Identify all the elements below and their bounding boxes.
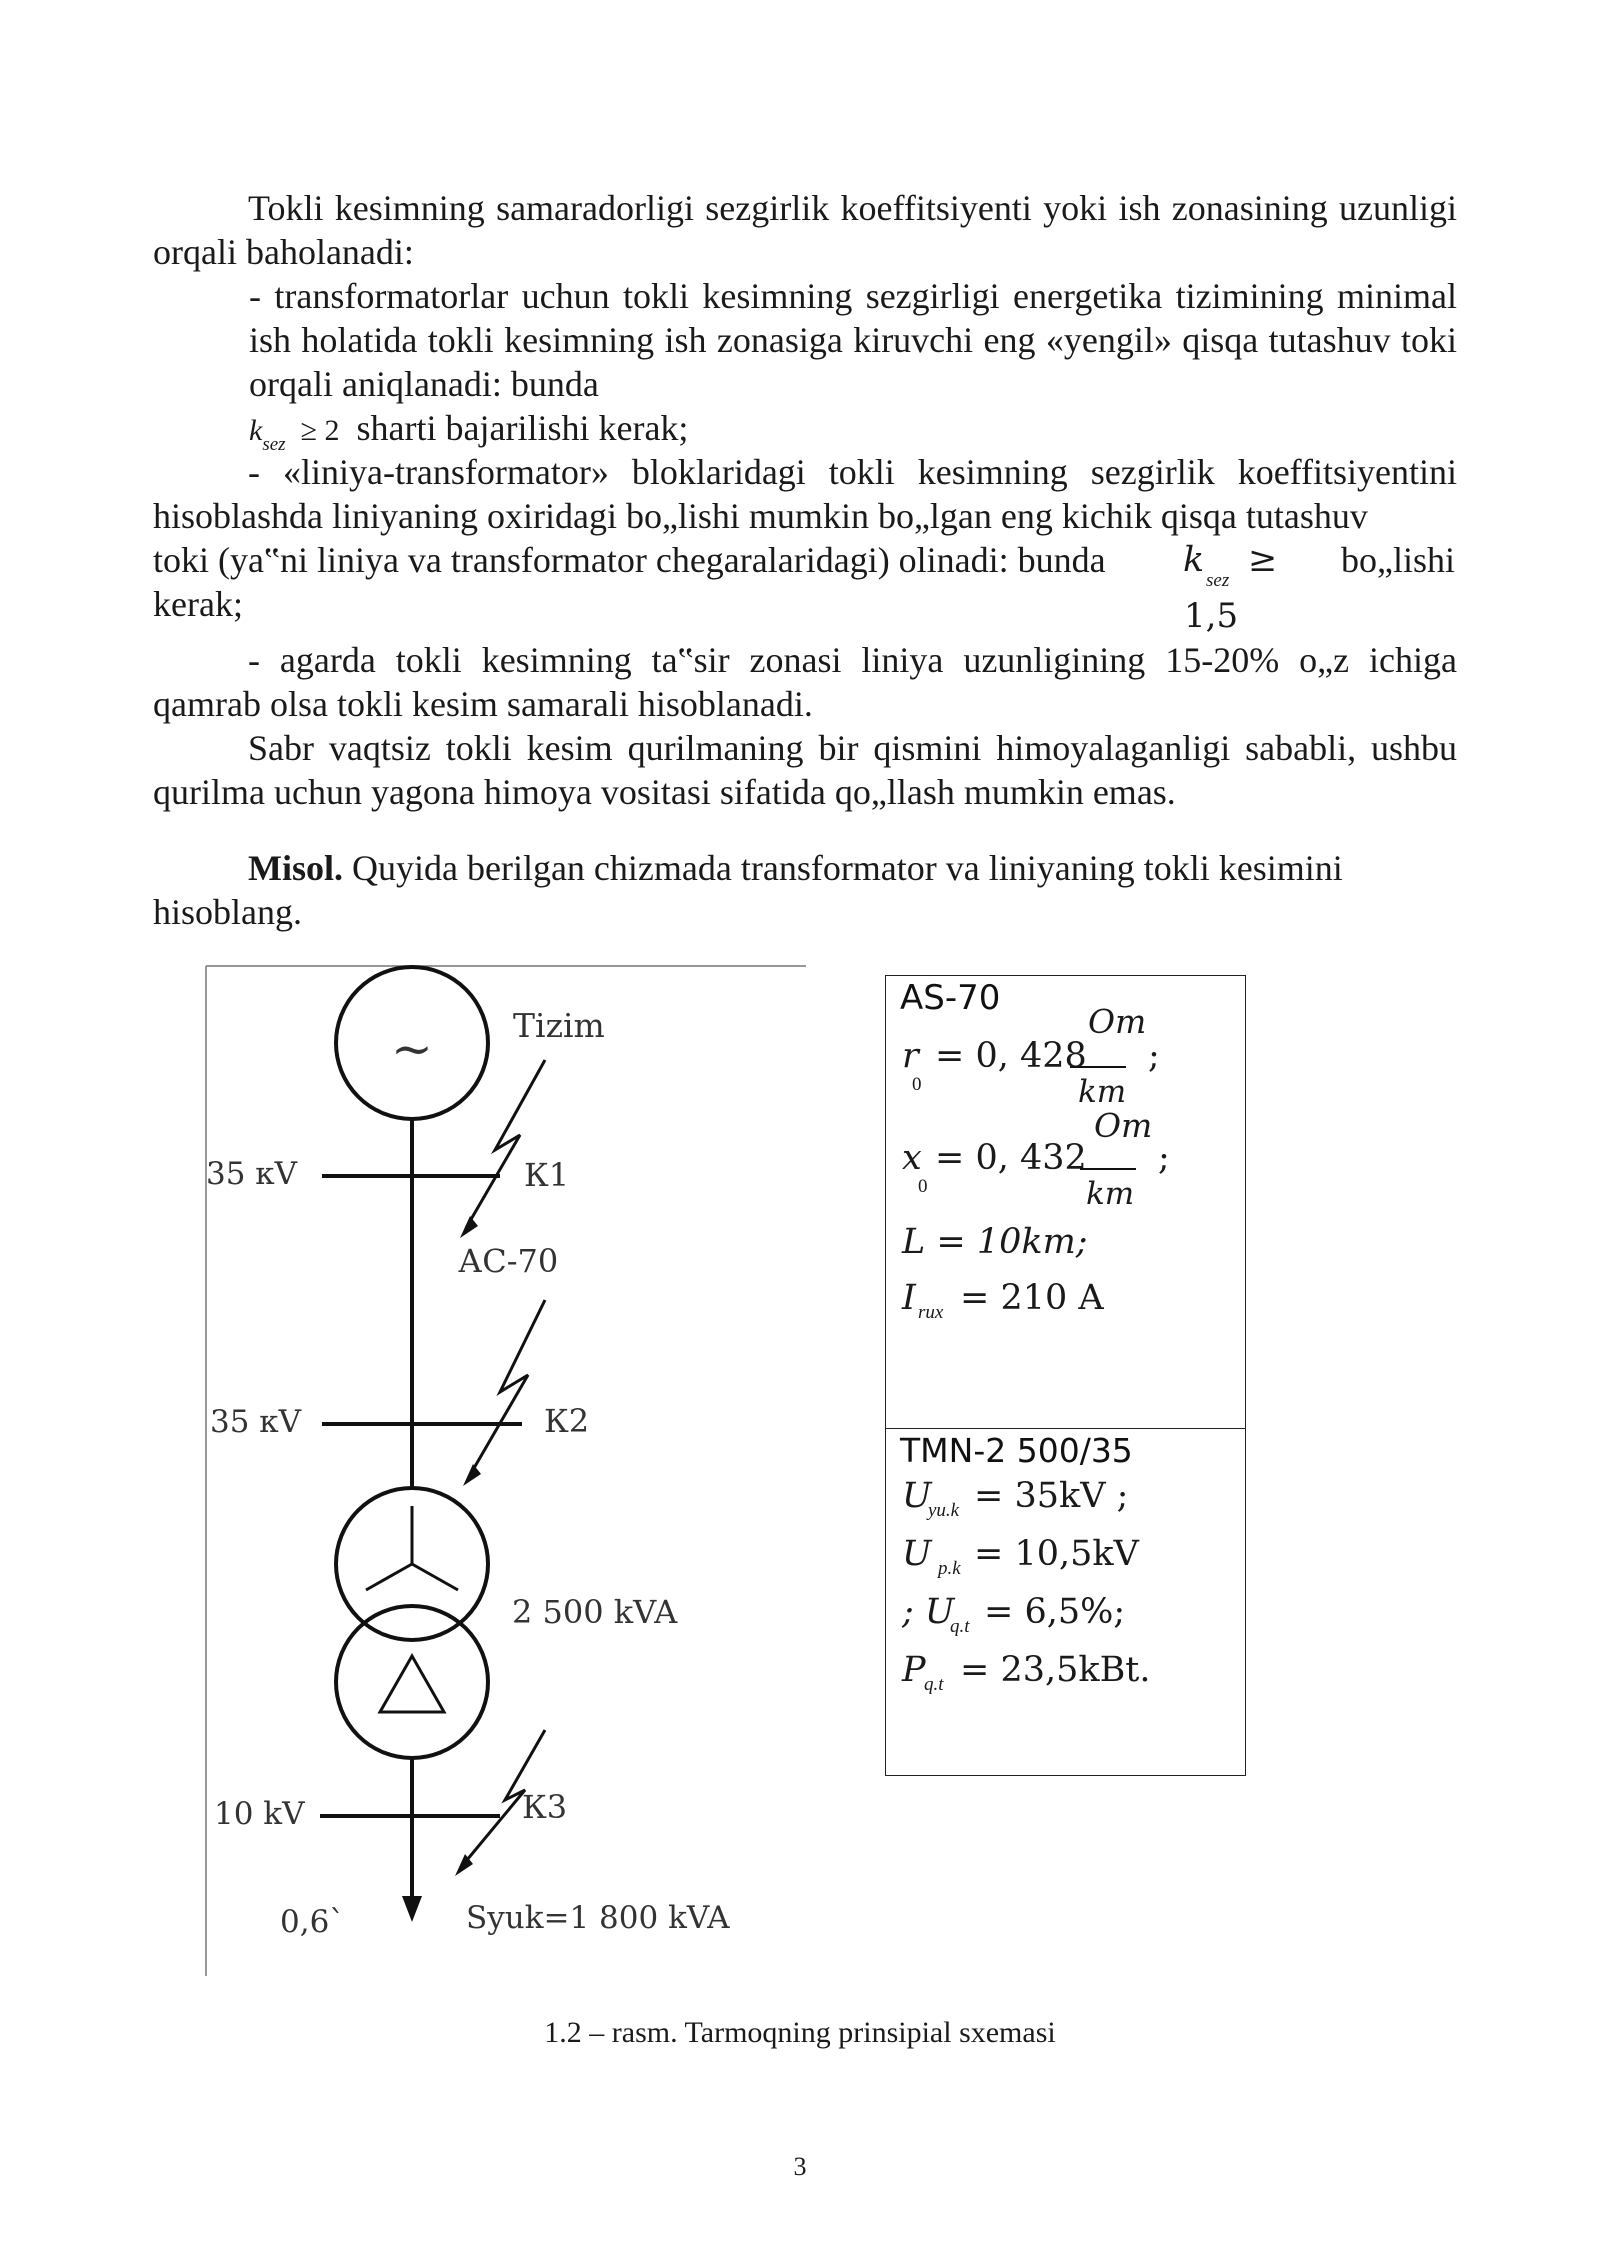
- r0-subscript: 0: [912, 1074, 922, 1095]
- fault-k1-arrow: [466, 1060, 545, 1228]
- load-left-label: 0,6`: [280, 1904, 345, 1940]
- condition-relation: ≥ 2: [300, 414, 340, 447]
- k-subscript-2: sez: [1206, 570, 1230, 591]
- condition-text: sharti bajarilishi kerak;: [356, 408, 689, 448]
- x0-value: = 0, 432: [935, 1138, 1087, 1178]
- load-label: Syuk=1 800 kVA: [466, 1900, 730, 1936]
- wye-symbol-left: [366, 1564, 412, 1590]
- r0-fraction-bar: [1070, 1066, 1126, 1068]
- bus-35kv-2-label: 35 кV: [210, 1404, 302, 1440]
- k-subscript: sez: [262, 434, 286, 455]
- load-arrow: [402, 1896, 422, 1922]
- line-title: AS-70: [900, 978, 1001, 1018]
- x0-semicolon: ;: [1158, 1138, 1170, 1178]
- r0-symbol: r: [902, 1036, 919, 1076]
- r0-unit-num: Om: [1088, 1002, 1147, 1041]
- u1-symbol: U: [902, 1476, 932, 1516]
- x0-unit-num: Om: [1094, 1106, 1153, 1145]
- fault-k2-label: К2: [544, 1402, 590, 1440]
- x0-unit-den: km: [1086, 1176, 1135, 1212]
- paragraph-intro: Tokli kesimning samaradorligi sezgirlik koeffitsiyenti yoki ish zonasining uzunligi orqali baholanadi:: [153, 188, 1457, 272]
- u3-symbol: ; U: [902, 1592, 955, 1632]
- page-number: 3: [793, 2152, 807, 2181]
- bus-35kv-1-label: 35 кV: [206, 1156, 298, 1192]
- paragraph-transformers: - transformatorlar uchun tokli kesimning sezgirligi energetika tizimining minimal ish holatida tokli kesimning ish zonasiga kiruvchi eng «yengil» qisqa tutashuv toki orqali aniqlanadi: bunda: [249, 276, 1457, 404]
- paragraph-zone: - agarda tokli kesimning ta‟sir zonasi liniya uzunligining 15-20% o„z ichiga qamrab olsa tokli kesim samarali hisoblanadi.: [153, 640, 1457, 724]
- fault-k1-label: К1: [524, 1156, 570, 1194]
- generator-tilde: ~: [391, 1020, 433, 1078]
- figure-caption: 1.2 – rasm. Tarmoqning prinsipial sxemasi: [544, 2016, 1056, 2049]
- k-symbol-2: k: [1183, 540, 1205, 580]
- u2-value: = 10,5kV: [974, 1534, 1139, 1574]
- paragraph-sabr: Sabr vaqtsiz tokli kesim qurilmaning bir qismini himoyalaganligi sababli, ushbu qurilma uchun yagona himoya vositasi sifatida qo„llash mumkin emas.: [153, 728, 1457, 812]
- line-ac70-label: АС-70: [458, 1242, 559, 1280]
- u1-subscript: yu.k: [928, 1500, 960, 1521]
- x0-fraction-bar: [1080, 1168, 1136, 1170]
- paragraph-line-transformer: - «liniya-transformator» bloklaridagi tokli kesimning sezgirlik koeffitsiyentini hisoblashda liniyaning oxiridagi bo„lishi mumkin bo„lgan eng kichik qisqa tutashuv: [153, 452, 1457, 536]
- x0-symbol: x: [902, 1138, 922, 1178]
- value-1-5: 1,5: [1184, 596, 1239, 636]
- fault-k3-label: К3: [522, 1788, 568, 1826]
- bus-10kv-label: 10 kV: [214, 1796, 305, 1832]
- system-label: Tizim: [513, 1006, 605, 1045]
- example-label: Misol.: [248, 848, 343, 888]
- current-value: = 210 A: [960, 1278, 1104, 1318]
- current-symbol: I: [902, 1278, 916, 1318]
- transformer-rating-label: 2 500 kVA: [512, 1593, 678, 1631]
- transformer-title: TMN-2 500/35: [900, 1431, 1133, 1470]
- p-subscript: q.t: [924, 1674, 944, 1695]
- length-equation: L = 10km;: [902, 1222, 1088, 1262]
- fault-k1-arrowhead: [460, 1216, 478, 1238]
- transformer-secondary-winding: [336, 1606, 488, 1758]
- p-symbol: P: [902, 1650, 926, 1690]
- u3-value: = 6,5%;: [984, 1592, 1126, 1632]
- r0-semicolon: ;: [1148, 1036, 1160, 1076]
- u2-subscript: p.k: [938, 1558, 961, 1579]
- u3-subscript: q.t: [950, 1616, 970, 1637]
- u1-value: = 35kV ;: [974, 1476, 1129, 1516]
- r0-value: = 0, 428: [935, 1036, 1087, 1076]
- delta-symbol: [380, 1656, 444, 1712]
- r0-unit-den: km: [1078, 1074, 1127, 1110]
- example-text: Quyida berilgan chizmada transformator va liniyaning tokli kesimini hisoblang.: [153, 848, 1343, 932]
- line3-end: bo„lishi: [1341, 540, 1455, 580]
- fault-k2-arrow: [470, 1300, 545, 1475]
- line3-text: toki (ya‟ni liniya va transformator chegaralaridagi) olinadi: bunda: [153, 540, 1106, 580]
- wye-symbol-right: [412, 1564, 458, 1590]
- fault-k2-arrowhead: [463, 1464, 481, 1486]
- x0-subscript: 0: [918, 1176, 928, 1197]
- p-value: = 23,5kBt.: [960, 1650, 1151, 1690]
- current-subscript: rux: [918, 1302, 944, 1323]
- k-symbol: k: [249, 414, 263, 447]
- u2-symbol: U: [902, 1534, 932, 1574]
- kerak-text: kerak;: [153, 584, 243, 624]
- ge-symbol: ≥: [1248, 540, 1278, 580]
